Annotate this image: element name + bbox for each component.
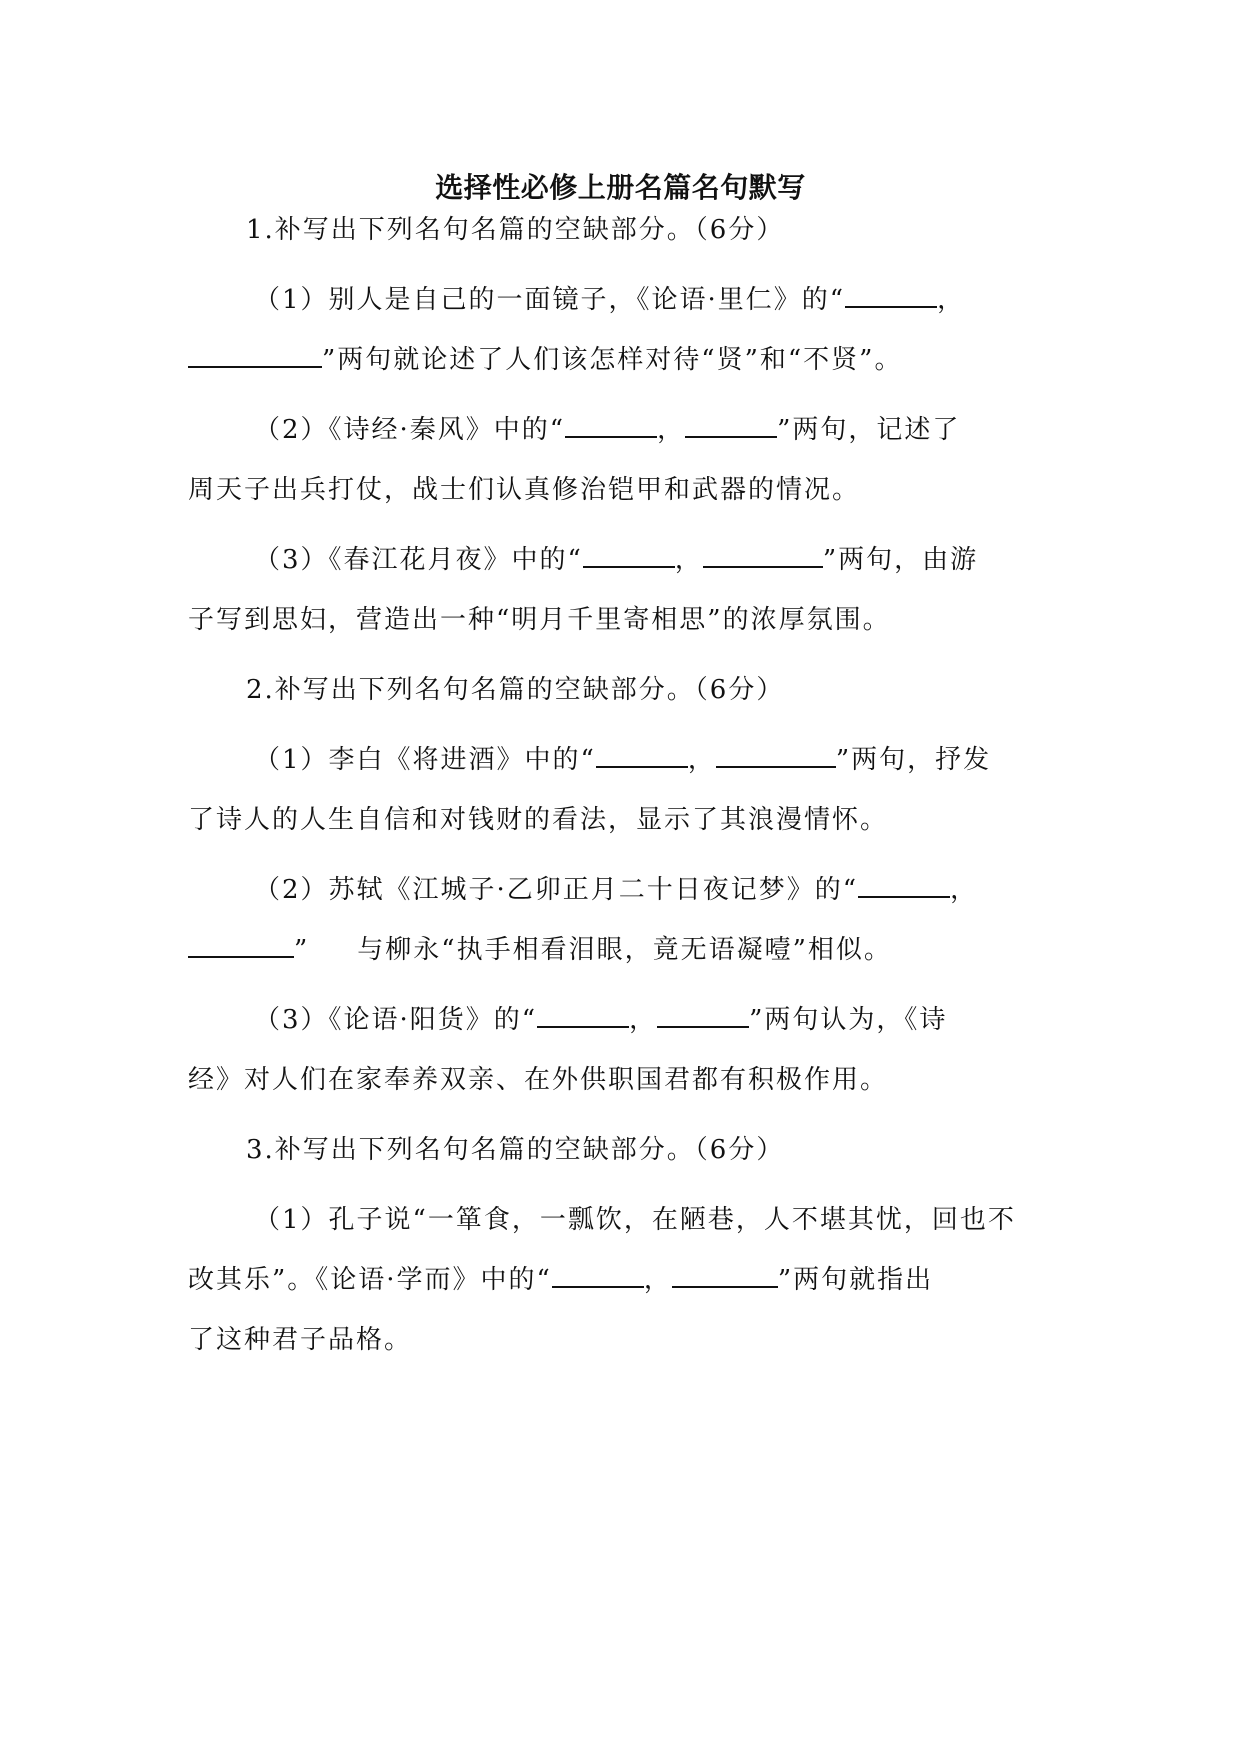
q3-item-1-blank-2[interactable]	[672, 1264, 778, 1288]
q2-item-3-line-2: 经》对人们在家奉养双亲、在外供职国君都有积极作用。	[188, 1065, 889, 1095]
q1-item-3-blank-1[interactable]	[583, 544, 675, 568]
q2-item-3-blank-1[interactable]	[537, 1004, 629, 1028]
q1-item-3-line-2: 子写到思妇，营造出一种“明月千里寄相思”的浓厚氛围。	[188, 605, 891, 635]
q3-item-1-blank-1[interactable]	[552, 1264, 644, 1288]
q1-item-3-text-c: ”两句，由游	[822, 545, 979, 575]
q1-item-2-text-b: ，	[657, 415, 686, 445]
q2-item-2-text-c: ”	[294, 935, 310, 965]
q2-item-2-text-d: 与柳永“执手相看泪眼，竟无语凝噎”相似。	[357, 935, 892, 965]
q1-item-1-text-a: （1）别人是自己的一面镜子，《论语·里仁》的“	[254, 285, 846, 315]
q2-item-1-text-a: （1）李白《将进酒》中的“	[254, 745, 596, 775]
q3-item-1-line-2	[188, 1262, 933, 1298]
q1-item-2-text-c: ”两句，记述了	[777, 415, 961, 445]
q3-item-1-text-b: 改其乐”。《论语·学而》中的“	[188, 1265, 552, 1295]
q1-item-2-line-1	[254, 412, 960, 448]
q1-item-1-blank-1[interactable]	[845, 284, 937, 308]
q1-item-1-line-2	[188, 342, 902, 378]
q1-item-3-text-a: （3）《春江花月夜》中的“	[254, 545, 583, 575]
q2-item-2-text-b: ，	[950, 875, 979, 905]
q2-item-2-line-1	[254, 872, 978, 908]
q1-item-1-blank-2[interactable]	[188, 344, 322, 368]
q2-item-1-text-b: ，	[687, 745, 716, 775]
question-3-heading: 3.补写出下列名句名篇的空缺部分。（6分）	[246, 1135, 785, 1165]
question-2-heading: 2.补写出下列名句名篇的空缺部分。（6分）	[246, 675, 785, 705]
q1-item-2-blank-2[interactable]	[685, 414, 777, 438]
q3-item-1-line-1: （1）孔子说“一箪食，一瓢饮，在陋巷，人不堪其忧，回也不	[254, 1205, 1016, 1235]
question-1-heading: 1.补写出下列名句名篇的空缺部分。（6分）	[246, 215, 785, 245]
q2-item-3-text-b: ，	[629, 1005, 658, 1035]
q2-item-1-blank-2[interactable]	[716, 744, 836, 768]
q1-item-1-text-c: ”两句就论述了人们该怎样对待“贤”和“不贤”。	[322, 345, 903, 375]
q1-item-3-blank-2[interactable]	[703, 544, 823, 568]
q2-item-2-text-a: （2）苏轼《江城子·乙卯正月二十日夜记梦》的“	[254, 875, 859, 905]
q2-item-1-text-c: ”两句，抒发	[835, 745, 992, 775]
q2-item-3-text-c: ”两句认为，《诗	[749, 1005, 948, 1035]
q2-item-1-blank-1[interactable]	[596, 744, 688, 768]
q2-item-3-blank-2[interactable]	[657, 1004, 749, 1028]
q1-item-2-blank-1[interactable]	[565, 414, 657, 438]
q2-item-1-line-1	[254, 742, 991, 778]
q2-item-2-blank-2[interactable]	[188, 934, 294, 958]
q2-item-2-blank-1[interactable]	[858, 874, 950, 898]
q3-item-1-line-3: 了这种君子品格。	[188, 1325, 413, 1355]
q1-item-3-text-b: ，	[674, 545, 703, 575]
q3-item-1-text-c: ，	[643, 1265, 672, 1295]
q2-item-3-text-a: （3）《论语·阳货》的“	[254, 1005, 538, 1035]
q1-item-1-text-b: ，	[937, 285, 966, 315]
q2-item-1-line-2: 了诗人的人生自信和对钱财的看法，显示了其浪漫情怀。	[188, 805, 889, 835]
q1-item-1-line-1	[254, 282, 965, 318]
page-title: 选择性必修上册名篇名句默写	[435, 171, 806, 204]
q1-item-2-text-a: （2）《诗经·秦风》中的“	[254, 415, 566, 445]
q1-item-2-line-2: 周天子出兵打仗，战士们认真修治铠甲和武器的情况。	[188, 475, 861, 505]
q2-item-2-line-2	[188, 932, 892, 968]
q1-item-3-line-1	[254, 542, 978, 578]
q2-item-3-line-1	[254, 1002, 947, 1038]
q3-item-1-text-d: ”两句就指出	[777, 1265, 934, 1295]
